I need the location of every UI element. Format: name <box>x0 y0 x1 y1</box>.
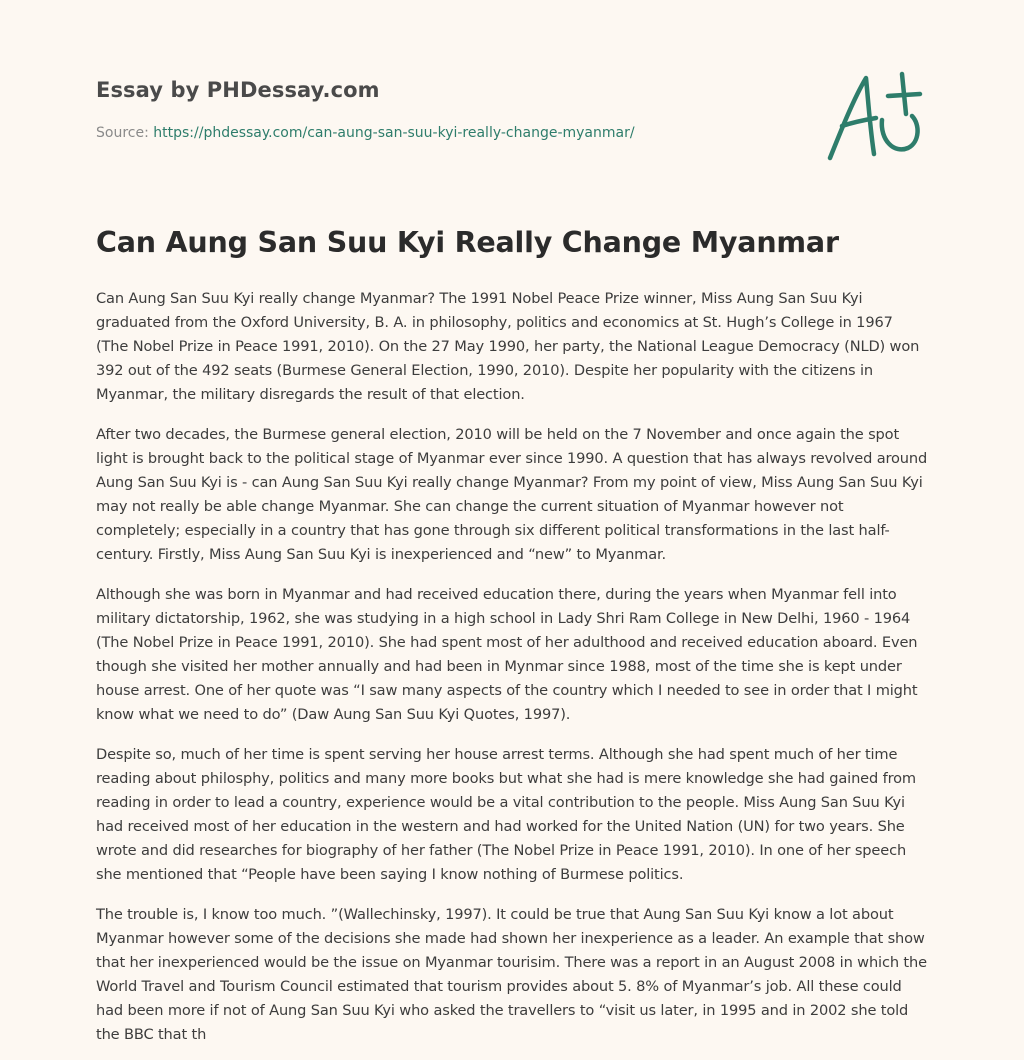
essay-paragraph: The trouble is, I know too much. ”(Wallechinsky, 1997). It could be true that Aung San Suu Kyi know a lot about Myanmar however some of the decisions she made had shown her inexperience as a leader. An example that show that her inexperienced would be the issue on Myanmar tourisim. There was a report in an August 2008 in which the World Travel and Tourism Council estimated that tourism provides about 5. 8% of Myanmar’s job. All these could had been more if not of Aung San Suu Kyi who asked the travellers to “visit us later, in 1995 and in 2002 she told the BBC that th <box>96 906 927 1043</box>
essay-paragraph: Although she was born in Myanmar and had received education there, during the years when Myanmar fell into military dictatorship, 1962, she was studying in a high school in Lady Shri Ram College in New Delhi, 1960 - 1964 (The Nobel Prize in Peace 1991, 2010). She had spent most of her adulthood and received education aboard. Even though she visited her mother annually and had been in Mynmar since 1988, most of the time she is kept under house arrest. One of her quote was “I saw many aspects of the country which I needed to see in order that I might know what we need to do” (Daw Aung San Suu Kyi Quotes, 1997). <box>96 586 918 723</box>
essay-title: Can Aung San Suu Kyi Really Change Myanmar <box>96 226 839 259</box>
source-label: Source: <box>96 125 154 141</box>
essay-paragraph: After two decades, the Burmese general election, 2010 will be held on the 7 November and once again the spot light is brought back to the political stage of Myanmar ever since 1990. A question that has always revolved around Aung San Suu Kyi is - can Aung San Suu Kyi really change Myanmar? From my point of view, Miss Aung San Suu Kyi may not really be able change Myanmar. She can change the current situation of Myanmar however not completely; especially in a country that has gone through six different political transformations in the last half-century. Firstly, Miss Aung San Suu Kyi is inexperienced and “new” to Myanmar. <box>96 426 928 563</box>
source-line <box>96 125 635 141</box>
source-link[interactable]: https://phdessay.com/can-aung-san-suu-kyi-really-change-myanmar/ <box>153 125 635 141</box>
page-header <box>96 0 928 210</box>
essay-paragraph: Can Aung San Suu Kyi really change Myanmar? The 1991 Nobel Peace Prize winner, Miss Aung San Suu Kyi graduated from the Oxford University, B. A. in philosophy, politics and economics at St. Hugh’s College in 1967 (The Nobel Prize in Peace 1991, 2010). On the 27 May 1990, her party, the National League Democracy (NLD) won 392 out of the 492 seats (Burmese General Election, 1990, 2010). Despite her popularity with the citizens in Myanmar, the military disregards the result of that election. <box>96 290 920 403</box>
a-plus-grade-icon <box>824 68 928 164</box>
site-brand: Essay by PHDessay.com <box>96 78 380 102</box>
essay-body <box>96 287 928 1060</box>
essay-paragraph: Despite so, much of her time is spent serving her house arrest terms. Although she had spent much of her time reading about philosphy, politics and many more books but what she had is mere knowledge she had gained from reading in order to lead a country, experience would be a vital contribution to the people. Miss Aung San Suu Kyi had received most of her education in the western and had worked for the United Nation (UN) for two years. She wrote and did researches for biography of her father (The Nobel Prize in Peace 1991, 2010). In one of her speech she mentioned that “People have been saying I know nothing of Burmese politics. <box>96 746 916 883</box>
